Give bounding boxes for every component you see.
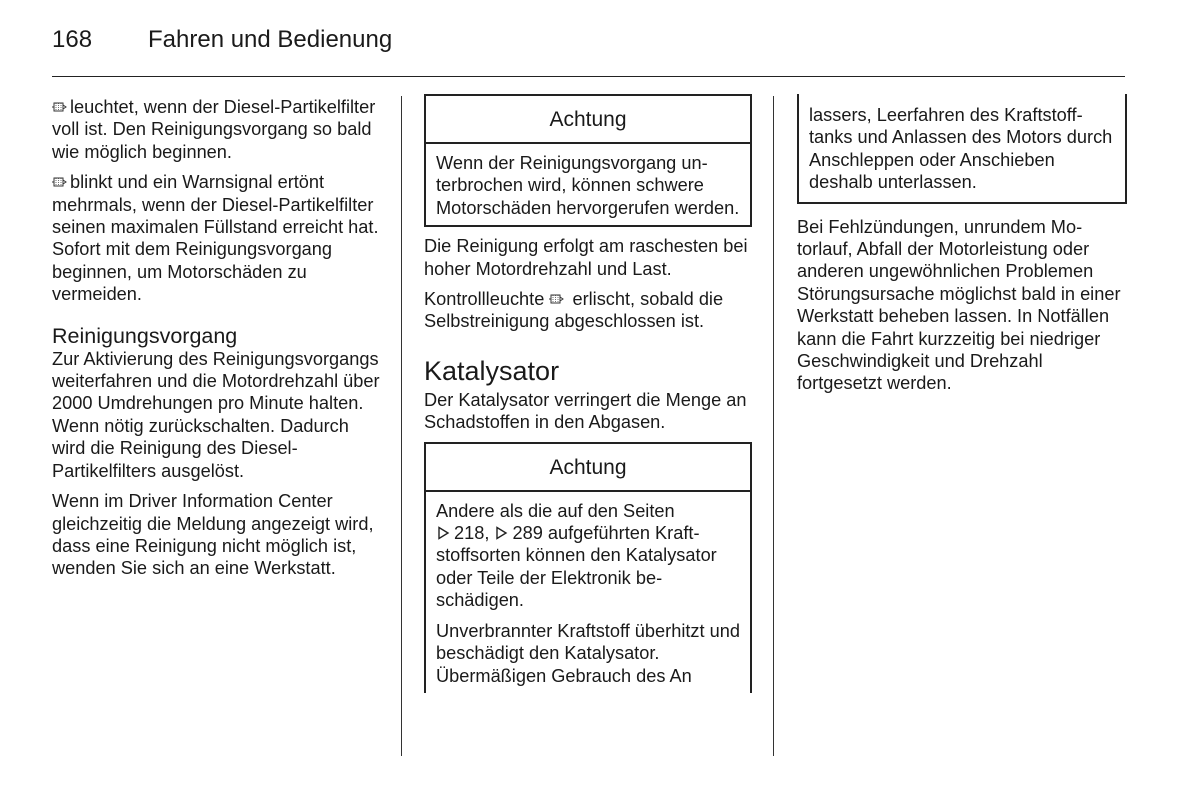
caution-box-1-text: Wenn der Reinigungsvorgang unterbrochen wird, können schwere Motorschäden hervorgerufen werden. [436,153,740,218]
page-reference-289-text: 289 aufgeführten Kraftstoffsorten können den Katalysator oder Teile der Elektronik beschädigen. [436,523,717,611]
column-divider-1 [401,96,402,756]
caution-box-2-body [426,492,750,693]
paragraph-control-light-start: Kontrollleuchte [424,289,545,310]
caution-box-2-line-1: Andere als die auf den Seiten [436,500,675,521]
caution-box-1 [424,94,752,227]
page-header [52,26,392,54]
caution-box-2-continued-text: lassers, Leerfahren des Kraftstofftanks und Anlassen des Motors durch Anschleppen oder Anschieben deshalb unterlassen. [809,105,1113,193]
column-1 [52,96,386,588]
paragraph-cleaning-activation: Zur Aktivierung des Reinigungsvorgangs weiterfahren und die Motordrehzahl über 2000 Umdrehungen pro Minute halten. Wenn nötig zurückschalten. Dadurch wird die Reinigung des Diesel-Partikelfilters ausgelöst. [52,348,380,481]
paragraph-control-light [424,288,752,333]
diesel-particulate-filter-icon [52,175,68,189]
page-reference-arrow-icon [436,526,450,540]
caution-box-1-title: Achtung [426,96,750,144]
caution-box-2-title: Achtung [426,444,750,492]
caution-box-2-paragraph-1 [436,500,740,612]
page-reference-arrow-icon [494,526,508,540]
column-divider-2 [773,96,774,756]
column-2 [424,94,752,693]
caution-box-2-continued [797,94,1127,204]
diesel-particulate-filter-icon [549,292,565,306]
diesel-particulate-filter-icon [52,100,68,114]
paragraph-cleaning-speed: Die Reinigung erfolgt am raschesten bei hoher Motordrehzahl und Last. [424,236,748,279]
paragraph-dpf-lit [52,96,386,163]
paragraph-dpf-flashing [52,171,386,305]
page-number: 168 [52,26,93,53]
paragraph-dic-message: Wenn im Driver Information Center gleichzeitig die Meldung angezeigt wird, dass eine Reinigung nicht möglich ist, wenden Sie sich an eine Werkstatt. [52,491,374,579]
column-3 [797,94,1127,403]
heading-catalytic-converter: Katalysator [424,355,560,386]
paragraph-control-light-end: erlischt, sobald die Selbstreinigung abgeschlossen ist. [424,289,724,332]
caution-box-2-paragraph-2: Unverbrannter Kraftstoff überhitzt und beschädigt den Katalysator. Übermäßigen Gebrauch des An [436,620,740,686]
header-rule [52,76,1125,77]
heading-cleaning-process: Reinigungsvorgang [52,323,238,348]
paragraph-dpf-flashing-text: blinkt und ein Warnsignal ertönt mehrmals, wenn der Diesel-Partikelfilter seinen maximalen Füllstand erreicht hat. Sofort mit dem Reinigungsvorgang beginnen, um Motorschäden zu vermeiden. [52,172,379,305]
caution-box-2 [424,442,752,693]
paragraph-dpf-lit-text: leuchtet, wenn der Diesel-Partikelfilter voll ist. Den Reinigungsvorgang so bald wie möglich beginnen. [52,97,376,162]
section-title: Fahren und Bedienung [148,26,393,53]
page-reference-218: 218, [454,523,490,544]
paragraph-misfire: Bei Fehlzündungen, unrundem Motorlauf, Abfall der Motorleistung oder anderen ungewöhnlichen Problemen Störungsursache möglichst bald in einer Werkstatt beheben lassen. In Notfällen kann die Fahrt kurzzeitig bei niedriger Geschwindigkeit und Drehzahl fortgesetzt werden. [797,216,1121,394]
paragraph-catalyst-intro: Der Katalysator verringert die Menge an Schadstoffen in den Abgasen. [424,389,747,433]
